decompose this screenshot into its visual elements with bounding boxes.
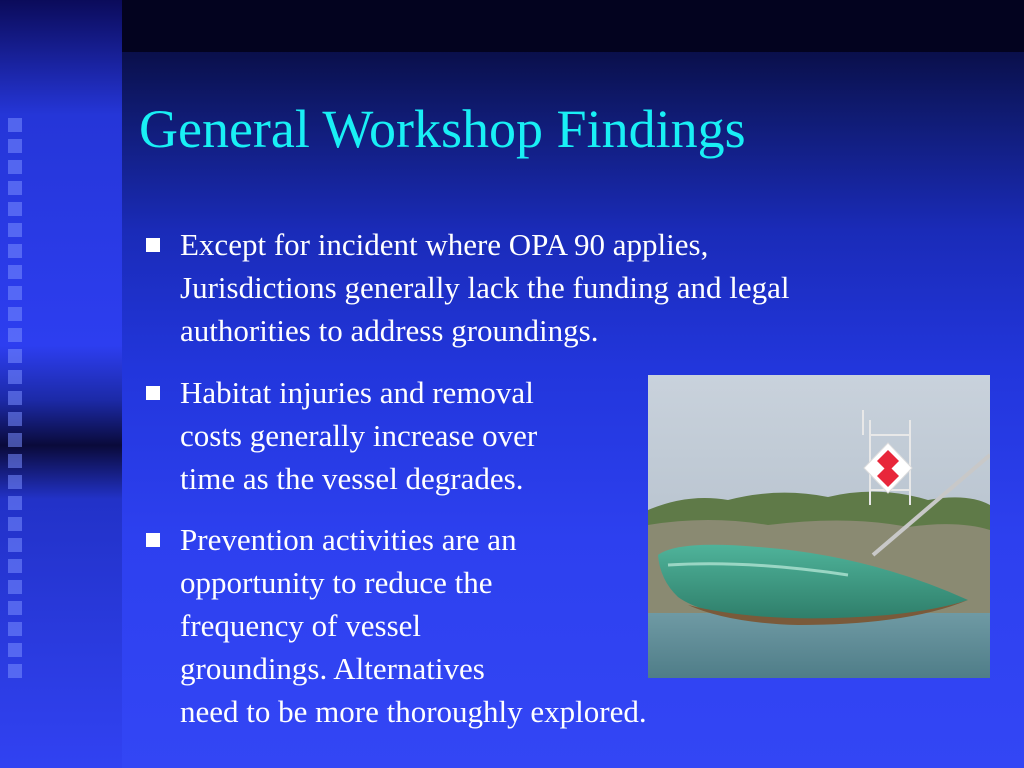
- decorative-square: [8, 370, 22, 384]
- decorative-square: [8, 538, 22, 552]
- bullet-text: [180, 371, 537, 500]
- slide-title: General Workshop Findings: [139, 99, 746, 159]
- decorative-square: [8, 433, 22, 447]
- decorative-square: [8, 454, 22, 468]
- decorative-square: [8, 118, 22, 132]
- left-decorative-band: [0, 0, 122, 768]
- decorative-square: [8, 559, 22, 573]
- bullet-line: Prevention activities are an: [180, 522, 517, 557]
- decorative-square: [8, 223, 22, 237]
- decorative-square: [8, 349, 22, 363]
- decorative-square: [8, 580, 22, 594]
- top-decorative-band: [122, 0, 1024, 52]
- decorative-square: [8, 139, 22, 153]
- decorative-square: [8, 286, 22, 300]
- decorative-square: [8, 517, 22, 531]
- bullet-line: Habitat injuries and removal: [180, 375, 534, 410]
- decorative-square: [8, 181, 22, 195]
- decorative-square: [8, 664, 22, 678]
- decorative-square: [8, 622, 22, 636]
- decorative-square: [8, 412, 22, 426]
- bullet-line: frequency of vessel: [180, 608, 422, 643]
- bullet-line: authorities to address groundings.: [180, 313, 599, 348]
- decorative-square: [8, 601, 22, 615]
- bullet-line: time as the vessel degrades.: [180, 461, 524, 496]
- decorative-square: [8, 643, 22, 657]
- bullet-line: opportunity to reduce the: [180, 565, 493, 600]
- decorative-square: [8, 160, 22, 174]
- decorative-squares: [8, 118, 26, 678]
- decorative-square: [8, 475, 22, 489]
- decorative-square: [8, 391, 22, 405]
- decorative-square: [8, 307, 22, 321]
- decorative-square: [8, 265, 22, 279]
- bullet-marker: [146, 238, 160, 252]
- decorative-square: [8, 496, 22, 510]
- decorative-square: [8, 202, 22, 216]
- bullet-text: [180, 223, 790, 352]
- bullet-marker: [146, 533, 160, 547]
- decorative-square: [8, 244, 22, 258]
- bullet-marker: [146, 386, 160, 400]
- bullet-line: Jurisdictions generally lack the funding and legal: [180, 270, 790, 305]
- bullet-line: need to be more thoroughly explored.: [180, 694, 647, 729]
- decorative-square: [8, 328, 22, 342]
- bullet-line: Except for incident where OPA 90 applies,: [180, 227, 709, 262]
- bullet-text: [180, 518, 647, 733]
- grounded-boat-photo: [648, 375, 990, 678]
- bullet-line: groundings. Alternatives: [180, 651, 485, 686]
- bullet-line: costs generally increase over: [180, 418, 538, 453]
